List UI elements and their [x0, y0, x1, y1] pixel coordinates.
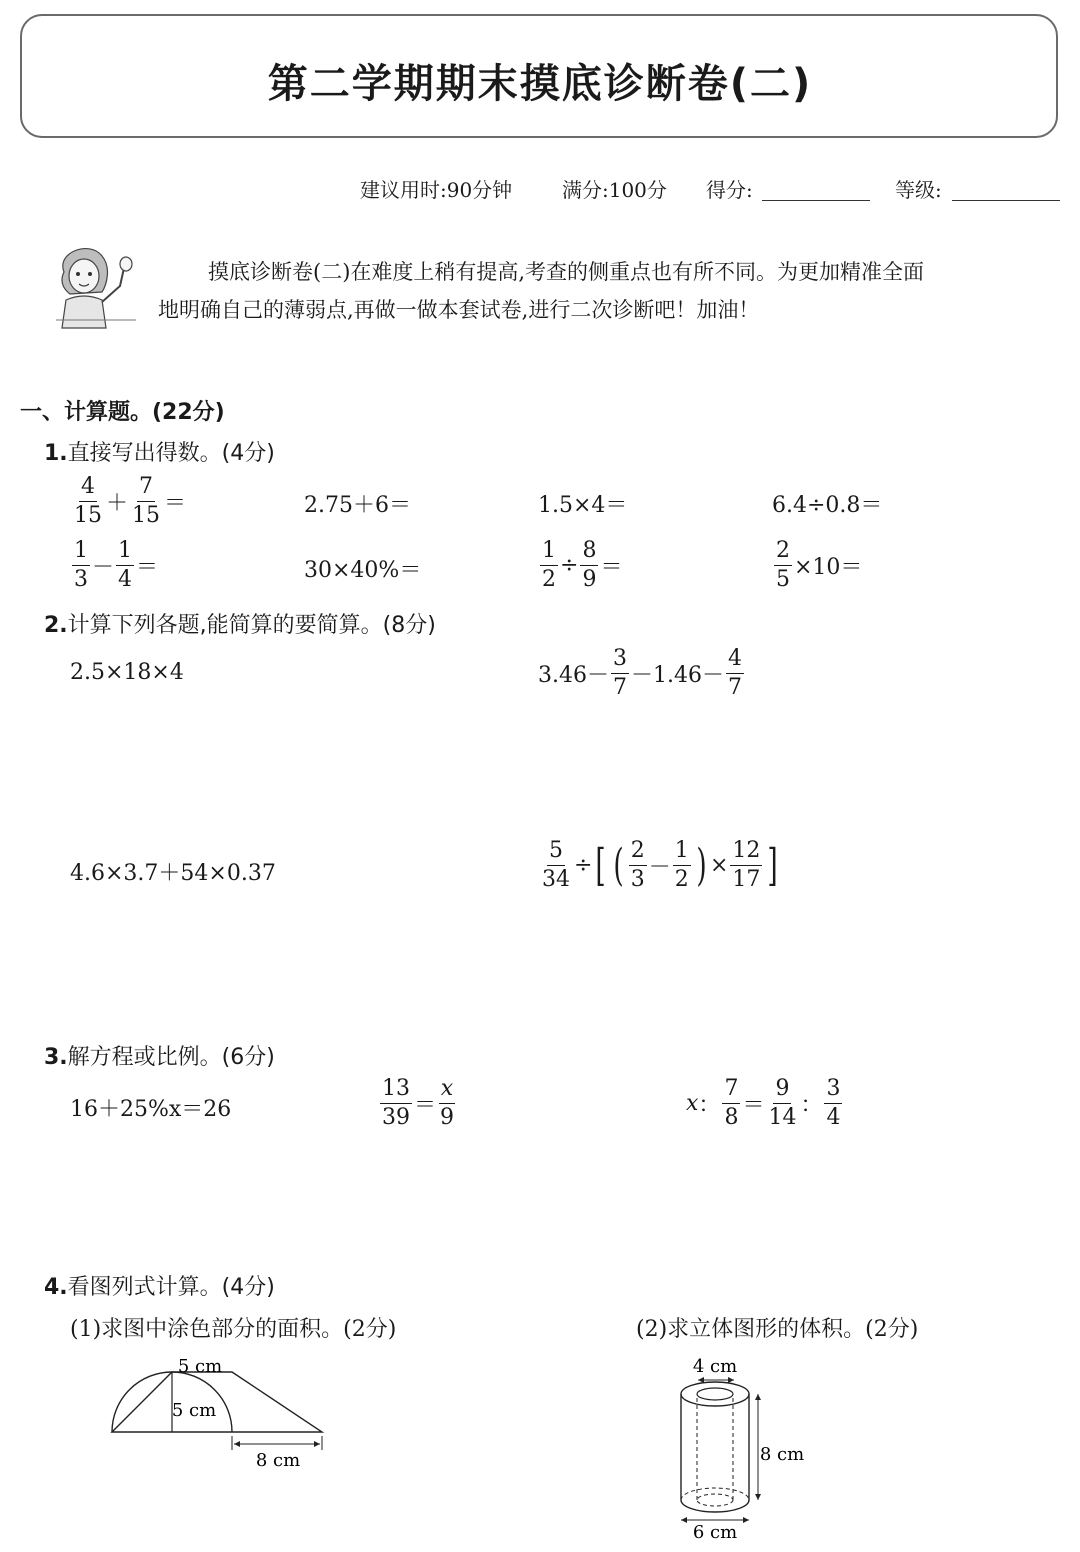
q2b-p2: －1.46－	[631, 663, 724, 688]
q2d-times: ×	[709, 853, 729, 878]
q3b-eq: ＝	[414, 1093, 437, 1118]
fig2-bottom-label: 6 cm	[692, 1522, 738, 1543]
q2d-d3: 2	[674, 867, 689, 892]
q1a-n2: 7	[137, 476, 155, 502]
q1g-n2: 8	[580, 540, 598, 566]
q2-item-a: 2.5×18×4	[70, 660, 184, 685]
intro-line-2: 地明确自己的薄弱点,再做一做本套试卷,进行二次诊断吧！加油！	[158, 298, 760, 322]
q1e-op: －	[92, 555, 115, 580]
q1h-rest: ×10＝	[794, 555, 863, 580]
fig1-top-label: 5 cm	[177, 1356, 223, 1377]
q1-item-a	[70, 476, 186, 527]
q1-item-e	[70, 540, 158, 591]
q2b-n2: 4	[726, 648, 744, 674]
q1a-op: ＋	[106, 491, 129, 516]
q2d-right-paren: )	[696, 839, 707, 891]
grade-blank[interactable]	[952, 176, 1060, 201]
q4-heading	[44, 1270, 275, 1301]
section-1-title: 一、计算题。(22分)	[20, 400, 225, 425]
q2d-div: ÷	[574, 853, 593, 878]
fig1-mid-label: 5 cm	[171, 1400, 217, 1421]
q3-text: 解方程或比例。(6分)	[67, 1045, 275, 1070]
q1a-n1: 4	[79, 476, 97, 502]
full-score-label: 满分:100分	[562, 178, 667, 202]
trapezoid-outline	[112, 1372, 322, 1432]
q1-item-b: 2.75＋6＝	[304, 493, 411, 518]
q2d-right-bracket: ]	[767, 839, 779, 891]
q2-heading	[44, 608, 436, 639]
score-blank[interactable]	[762, 176, 870, 201]
q4-sub-2: (2)求立体图形的体积。(2分)	[636, 1317, 919, 1342]
q1-number: 1.	[44, 441, 68, 466]
q2d-d4: 17	[732, 867, 761, 892]
intro-line-1: 摸底诊断卷(二)在难度上稍有提高,考查的侧重点也有所不同。为更加精准全面	[208, 260, 925, 284]
q1-item-d: 6.4÷0.8＝	[772, 493, 883, 518]
fig2-top-label: 4 cm	[692, 1356, 738, 1377]
q1h-n1: 2	[774, 540, 792, 566]
q1g-op: ÷	[560, 553, 579, 578]
grade-label: 等级:	[895, 178, 942, 202]
q2d-n2: 2	[629, 840, 647, 866]
q2d-d1: 34	[542, 867, 570, 892]
q2-text: 计算下列各题,能简算的要简算。(8分)	[67, 613, 436, 638]
q3c-n1: 7	[722, 1078, 740, 1104]
q2b-d2: 7	[728, 675, 742, 700]
q1-heading	[44, 436, 275, 467]
q2b-d1: 7	[613, 675, 627, 700]
q2d-left-bracket: [	[595, 839, 607, 891]
q1e-d1: 3	[74, 567, 88, 592]
figure-hollow-cylinder	[660, 1350, 820, 1546]
q4-number: 4.	[44, 1275, 68, 1300]
q2d-n4: 12	[730, 840, 762, 866]
q3-item-c	[686, 1078, 844, 1129]
q4-sub-1: (1)求图中涂色部分的面积。(2分)	[70, 1317, 397, 1342]
q1-item-f: 30×40%＝	[304, 558, 422, 583]
q3b-n2: x	[439, 1078, 455, 1104]
figure-semicircle-trapezoid	[100, 1350, 340, 1480]
q1a-d1: 15	[74, 503, 102, 528]
score-label: 得分:	[706, 178, 753, 202]
q1e-n2: 1	[116, 540, 134, 566]
q3b-d1: 39	[382, 1105, 410, 1130]
q1g-n1: 1	[540, 540, 558, 566]
q1e-d2: 4	[118, 567, 133, 592]
q1g-d2: 9	[582, 567, 597, 592]
q1h-d1: 5	[776, 567, 790, 592]
q2-item-b	[538, 648, 746, 699]
q2-number: 2.	[44, 613, 68, 638]
q1e-eq: ＝	[136, 555, 159, 580]
page-title: 第二学期期末摸底诊断卷(二)	[267, 61, 813, 107]
q2d-n3: 1	[673, 840, 691, 866]
q3-heading	[44, 1040, 275, 1071]
q1a-eq: ＝	[164, 491, 187, 516]
q3b-n1: 13	[380, 1078, 412, 1104]
q1g-d1: 2	[542, 567, 556, 592]
q3c-n2: 9	[773, 1078, 791, 1104]
q4-text: 看图列式计算。(4分)	[67, 1275, 275, 1300]
q1-item-c: 1.5×4＝	[538, 493, 628, 518]
girl-illustration-icon	[50, 242, 140, 330]
q3-item-a: 16＋25%x＝26	[70, 1097, 232, 1122]
q3c-x: x	[686, 1091, 699, 1116]
q3c-n3: 3	[824, 1078, 842, 1104]
q3c-colon-2: ：	[800, 1093, 823, 1118]
fig1-bottom-label: 8 cm	[255, 1450, 301, 1471]
q3c-d3: 4	[826, 1105, 841, 1130]
time-label: 建议用时:90分钟	[360, 178, 513, 202]
q3-number: 3.	[44, 1045, 68, 1070]
q3c-d1: 8	[724, 1105, 739, 1130]
q3b-d2: 9	[440, 1105, 455, 1130]
outer-top-ellipse	[681, 1382, 749, 1406]
q1-item-g	[538, 540, 622, 591]
q2d-minus: －	[648, 855, 671, 880]
q1a-d2: 15	[132, 503, 161, 528]
q2d-d2: 3	[630, 867, 645, 892]
q2-item-c: 4.6×3.7＋54×0.37	[70, 861, 276, 886]
q2b-p1: 3.46－	[538, 663, 609, 688]
q2d-left-paren: (	[613, 839, 624, 891]
q3c-eq: ＝	[742, 1093, 765, 1118]
fig2-side-label: 8 cm	[759, 1444, 805, 1465]
q3c-colon-1: ：	[698, 1093, 721, 1118]
q3c-d2: 14	[768, 1105, 797, 1130]
q1-text: 直接写出得数。(4分)	[67, 441, 275, 466]
q2d-n1: 5	[547, 840, 565, 866]
q1-item-h	[772, 540, 862, 591]
inner-top-ellipse	[697, 1388, 733, 1400]
q2-item-d	[538, 840, 782, 891]
q1g-eq: ＝	[600, 555, 623, 580]
q3-item-b	[378, 1078, 458, 1129]
q1e-n1: 1	[72, 540, 90, 566]
q2b-n1: 3	[611, 648, 629, 674]
